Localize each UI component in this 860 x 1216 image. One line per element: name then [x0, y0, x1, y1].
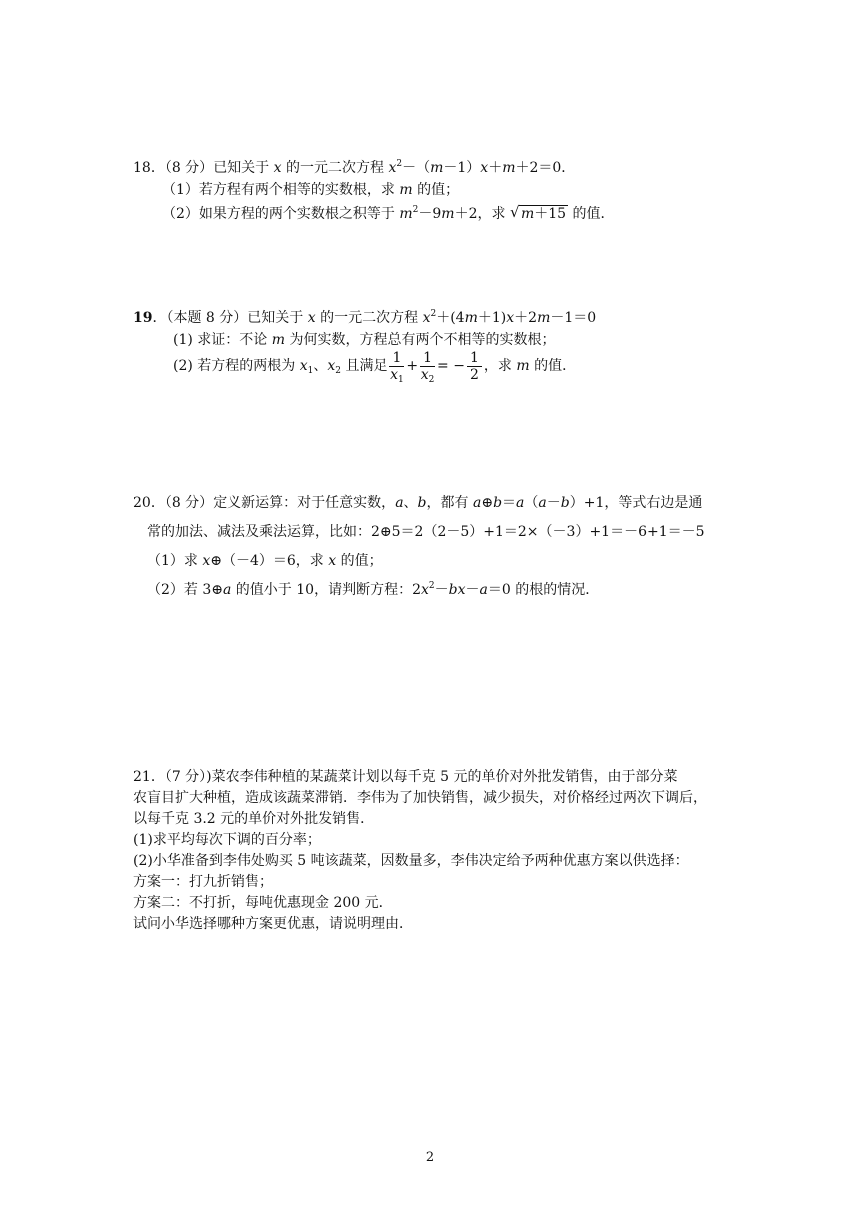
q18-p2-text: ＋2，求: [454, 206, 510, 222]
sqrt-expression: [510, 204, 568, 224]
q20-line2: [147, 522, 705, 542]
q18-p1-text: 的值；: [412, 182, 460, 198]
sqrt-rest: ＋15: [534, 206, 567, 222]
q18-p1-var: m: [399, 182, 413, 198]
q19-score: （本题 8 分）: [166, 310, 248, 326]
q20-text: ）+1，等式右边是通: [569, 495, 703, 511]
q20-op: ⊕: [481, 495, 494, 511]
q20-p1-text: ⊕（－4）＝6，求: [210, 553, 329, 569]
q19-p2-text: ，求: [483, 358, 517, 374]
q19-p2-var: m: [516, 358, 530, 374]
fraction-den-var: x: [420, 366, 429, 383]
q20-number: 20．: [133, 495, 165, 511]
q18-eq: －（: [402, 160, 431, 176]
q21-plan2: 方案二：不打折，每吨优惠现金 200 元．: [133, 895, 393, 911]
q18-eq: m: [430, 160, 444, 176]
q19-p1-var: m: [271, 332, 286, 348]
q19-eq: ＋1): [477, 310, 507, 326]
q20-part1: [147, 551, 383, 571]
q19-eq: x: [422, 310, 431, 326]
q19-p1-text: 为何实数，方程总有两个不相等的实数根；: [285, 332, 556, 348]
q20-example: 常的加法、减法及乘法运算，比如：2⊕5＝2（2－5）+1＝2×（－3）+1＝－6+1＝－5: [147, 524, 705, 540]
q19-p2-plus: +: [406, 358, 419, 374]
q21-part1: (1)求平均每次下调的百分率；: [133, 832, 321, 848]
q19-eq: ＋2: [514, 310, 538, 326]
q18-eq: m: [502, 160, 516, 176]
q18-score: （8 分）: [164, 160, 214, 176]
q18-p2-text: 的值．: [568, 206, 615, 222]
q18-p2-text: －9: [418, 206, 442, 222]
q20-var: a: [472, 495, 482, 511]
q19-p2-sub: 2: [335, 366, 342, 376]
q18-stem: [133, 158, 575, 178]
q20-part2: [147, 580, 599, 600]
q19-number: 19: [133, 310, 153, 326]
fraction-numerator: 1: [467, 350, 482, 367]
q20-p2-var: a: [223, 582, 232, 598]
q18-var: x: [273, 160, 282, 176]
fraction-1: [389, 350, 404, 383]
q20-var: a: [395, 495, 404, 511]
q20-var: b: [560, 495, 570, 511]
fraction-3: [467, 350, 482, 383]
q19-p2-text: 的值．: [529, 358, 577, 374]
q18-eq: x: [480, 160, 489, 176]
q20-var: b: [417, 495, 427, 511]
q20-p2-text: 的值小于 10，请判断方程：2: [231, 582, 421, 598]
q18-part1: [162, 180, 459, 200]
q19-eq: 2: [430, 309, 437, 319]
q18-number: 18．: [133, 160, 165, 176]
q19-p1-text: (1) 求证：不论: [173, 332, 272, 348]
q18-part2: [162, 204, 615, 224]
q19-part1: [173, 330, 555, 350]
q19-eq: ＋(4: [436, 310, 465, 326]
q19-p2-text: 、: [313, 358, 328, 374]
q20-p2-text: （2）若 3⊕: [147, 582, 223, 598]
fraction-den-sub: 2: [428, 374, 435, 385]
q20-text: 定义新运算：对于任意实数，: [213, 495, 396, 511]
q19-p2-text: 且满足: [341, 358, 388, 374]
q20-var: b: [493, 495, 503, 511]
q20-text: －: [546, 495, 561, 511]
fraction-den-var: x: [390, 366, 399, 383]
q18-text: 的一元二次方程: [281, 160, 389, 176]
q19-p2-equals-neg: = −: [437, 358, 465, 374]
q18-eq: x: [388, 160, 397, 176]
q19-p2-sub: 1: [307, 366, 314, 376]
q19-eq: m: [537, 310, 551, 326]
q18-p2-var: m: [441, 206, 455, 222]
q18-eq: －1）: [443, 160, 481, 176]
q19-stem: [133, 308, 596, 328]
q20-stem: [133, 493, 702, 513]
q20-p2-text: －: [434, 582, 449, 598]
page-number: 2: [425, 1150, 435, 1165]
q20-p2-text: ＝0 的根的情况．: [487, 582, 600, 598]
fraction-den-sub: 1: [398, 374, 404, 385]
q20-p2-var: x: [420, 582, 429, 598]
q19-p2-var: x: [327, 358, 336, 374]
q19-eq: －1＝0: [550, 310, 597, 326]
sqrt-radicand: [519, 205, 568, 222]
q21-question: 试问小华选择哪种方案更优惠，请说明理由．: [133, 916, 413, 932]
q19-p2-var: x: [299, 358, 308, 374]
q21-line3: 以每千克 3.2 元的单价对外批发销售．: [133, 811, 375, 827]
q18-p1-text: （1）若方程有两个相等的实数根，求: [162, 182, 400, 198]
radical-sign-icon: √: [509, 203, 520, 221]
q20-p2-text: －: [465, 582, 480, 598]
q20-p2-var: a: [479, 582, 488, 598]
fraction-denominator: [389, 367, 404, 383]
q19-part2: [173, 348, 576, 384]
q20-p2-exp: 2: [428, 581, 435, 591]
q18-p2-var: m: [399, 206, 413, 222]
q18-eq: ＋: [488, 160, 503, 176]
q21-line2: 农盲目扩大种植，造成该蔬菜滞销．李伟为了加快销售，减少损失，对价格经过两次下调后，: [133, 790, 707, 806]
q19-p2-text: (2) 若方程的两根为: [173, 358, 300, 374]
q18-eq: ＋2＝0．: [515, 160, 576, 176]
q20-var: a: [516, 495, 525, 511]
q18-text: 已知关于: [213, 160, 274, 176]
q19-eq: m: [464, 310, 478, 326]
fraction-denominator: 2: [469, 366, 479, 383]
q18-p2-text: （2）如果方程的两个实数根之积等于: [162, 206, 400, 222]
q18-p2-exp: 2: [412, 205, 419, 215]
q20-p2-var: x: [457, 582, 466, 598]
q20-p1-var: x: [328, 553, 337, 569]
q20-p1-text: （1）求: [147, 553, 203, 569]
q20-text: （: [524, 495, 539, 511]
q19-eq: x: [506, 310, 515, 326]
q19-text: 的一元二次方程: [315, 310, 423, 326]
fraction-denominator: [420, 367, 435, 383]
fraction-numerator: 1: [420, 350, 435, 367]
fraction-numerator: 1: [389, 350, 404, 367]
q18-eq: 2: [396, 159, 403, 169]
q21-plan1: 方案一：打九折销售；: [133, 874, 273, 890]
fraction-2: [420, 350, 435, 383]
q20-p2-var: b: [448, 582, 458, 598]
q20-score: （8 分）: [164, 495, 214, 511]
q20-var: a: [538, 495, 547, 511]
q20-p1-var: x: [202, 553, 211, 569]
q20-text: ＝: [502, 495, 517, 511]
q20-text: 、: [403, 495, 418, 511]
q21-line1: 21．（7 分）)菜农李伟种植的某蔬菜计划以每千克 5 元的单价对外批发销售，由于部分菜: [133, 769, 678, 785]
sqrt-var: m: [520, 206, 535, 222]
q19-dot: ．: [152, 310, 167, 326]
q19-text: 已知关于: [247, 310, 308, 326]
q21-part2: (2)小华准备到李伟处购买 5 吨该蔬菜，因数量多，李伟决定给予两种优惠方案以供选择：: [133, 853, 689, 869]
q20-text: ，都有: [426, 495, 473, 511]
q19-var: x: [307, 310, 316, 326]
q20-p1-text: 的值；: [336, 553, 383, 569]
